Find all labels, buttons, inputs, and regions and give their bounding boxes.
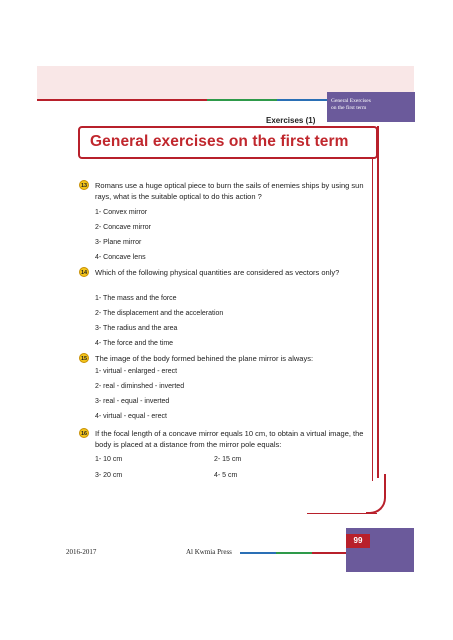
footer-rule-blue [240, 552, 276, 554]
option: 4- Concave lens [95, 254, 146, 261]
question-text: Romans use a huge optical piece to burn the sails of enemies ships by using sun rays, what is the suitable optical to do this action ? [95, 181, 364, 201]
option: 3- 20 cm [95, 472, 123, 479]
corner-line-1: General Exercises [331, 98, 371, 104]
question-number-badge: 15 [79, 353, 89, 363]
question-13 [79, 180, 369, 202]
option: 4- The force and the time [95, 340, 174, 347]
footer-rule-green [276, 552, 312, 554]
header-rule-red [37, 99, 207, 101]
footer-rule-red [312, 552, 346, 554]
side-border-inner-line [372, 159, 373, 481]
bottom-border-line [307, 513, 377, 514]
page-number: 99 [346, 534, 370, 548]
header-rule-green [207, 99, 277, 101]
corner-line-2: on the first term [331, 104, 367, 111]
header-rule-blue [277, 99, 327, 101]
page-title: General exercises on the first term [90, 133, 349, 150]
question-number-badge: 14 [79, 267, 89, 277]
question-number-badge: 16 [79, 428, 89, 438]
side-border-curve [366, 474, 386, 514]
option: 2- Concave mirror [95, 224, 152, 231]
option: 2- 15 cm [214, 456, 242, 463]
exercises-label: Exercises (1) [266, 116, 316, 125]
option: 1- Convex mirror [95, 209, 148, 216]
option: 4- 5 cm [214, 472, 238, 479]
question-14 [79, 267, 369, 278]
option: 1- 10 cm [95, 456, 123, 463]
question-text: Which of the following physical quantities are considered as vectors only? [95, 268, 340, 277]
option: 3- The radius and the area [95, 325, 178, 332]
option: 3- Plane mirror [95, 239, 142, 246]
side-border-line [377, 126, 379, 478]
section-corner-box [327, 92, 415, 122]
option: 4- virtual - equal - erect [95, 413, 167, 420]
option: 2- The displacement and the acceleration [95, 310, 224, 317]
footer-year: 2016-2017 [66, 548, 97, 556]
question-text: The image of the body formed behined the plane mirror is always: [95, 354, 314, 363]
option: 3- real - equal - inverted [95, 398, 170, 405]
footer-publisher: Al Kwmia Press [186, 548, 232, 556]
option: 2- real - diminshed - inverted [95, 383, 185, 390]
option: 1- virtual - enlarged - erect [95, 368, 178, 375]
question-16 [79, 428, 369, 450]
question-number-badge: 13 [79, 180, 89, 190]
question-text: If the focal length of a concave mirror equals 10 cm, to obtain a virtual image, the body is placed at a distance from the mirror pole equals: [95, 429, 364, 449]
option: 1- The mass and the force [95, 295, 177, 302]
question-15 [79, 353, 369, 364]
